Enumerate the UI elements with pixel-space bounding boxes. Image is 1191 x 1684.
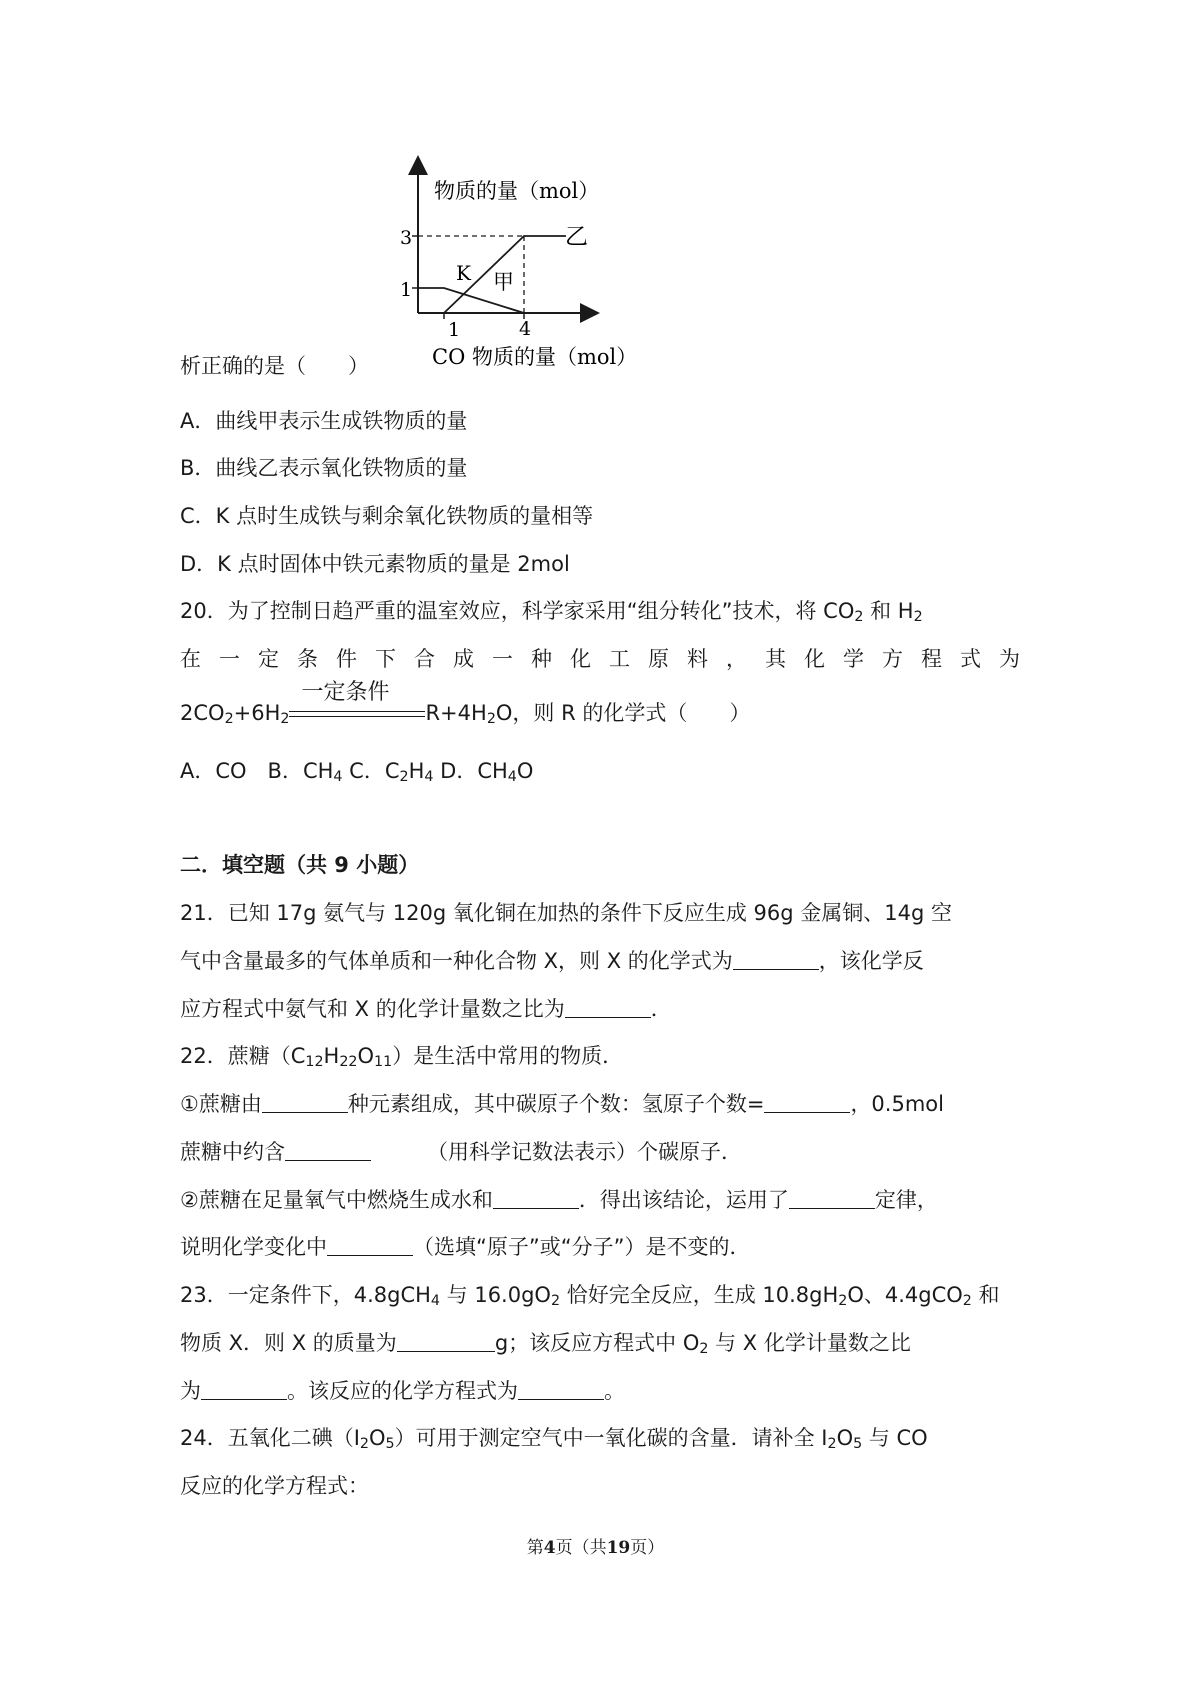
q22-line-3: 蔗糖中约含 （用科学记数法表示）个碳原子．: [180, 1140, 742, 1164]
q20-line-2-char: 一: [219, 647, 240, 671]
q20-line-2-char: 在: [180, 647, 201, 671]
q20-line-2-char: 种: [531, 647, 552, 671]
reaction-condition-sign: 一定条件: [289, 698, 425, 728]
q22-line-1: 22．蔗糖$(C_{12}H_{22}O_{11})$是生活中常用的物质．: [180, 1044, 624, 1071]
q24-line-2: 反应的化学方程式：: [180, 1474, 369, 1498]
q20-line-2-char: 件: [336, 647, 357, 671]
amount-vs-co-graph: [0, 0, 1191, 380]
q22-line-4: ②蔗糖在足量氧气中燃烧生成水和 ．得出该结论，运用了 定律，: [180, 1188, 938, 1212]
q20-line-2-char: 工: [609, 647, 630, 671]
section-heading: 二．填空题（共 9 小题）: [180, 853, 420, 877]
q20-line-2-char: 学: [843, 647, 864, 671]
point-k-label: K: [456, 261, 471, 285]
q20-equation: $2CO_2+6H_2$ 一定条件 $R+4H_2O$，则 R 的化学式（ ）: [180, 680, 751, 728]
q22-line-5: 说明化学变化中 （选填“原子”或“分子”）是不变的．: [180, 1235, 751, 1259]
q20-line-2-char: 一: [492, 647, 513, 671]
q20-line-2-char: 程: [921, 647, 942, 671]
q23-line-1: 23．一定条件下，4.8gCH$_4$ 与 $16.0gO_2$ 恰好完全反应，生成 $10.8gH_2O$、4.4gCO$_2$ 和: [180, 1283, 1000, 1310]
answer-blank[interactable]: [733, 947, 819, 970]
x-tick-label-1: 1: [448, 319, 461, 341]
curve-yi-label: 乙: [565, 224, 588, 250]
x-axis-label: CO 物质的量（mol）: [432, 345, 638, 369]
q20-line-2-char: 料: [687, 647, 708, 671]
q20-line-2-char: 成: [453, 647, 474, 671]
q20-line-2-char: 原: [648, 647, 669, 671]
q24-line-1: 24．五氧化二碘$(I_2O_5)$可用于测定空气中一氧化碳的含量．请补全 $I_2O_5$ 与 CO: [180, 1426, 928, 1453]
q20-line-2-char: 化: [570, 647, 591, 671]
q20-options: A．CO B．$CH_4$ C．$C_2H_4$ D．$CH_4O$: [180, 759, 534, 786]
q19-option-b: B．曲线乙表示氧化铁物质的量: [180, 456, 468, 480]
q20-line-2-char: 条: [297, 647, 318, 671]
y-tick-label-1: 1: [400, 279, 413, 301]
answer-blank[interactable]: [285, 1138, 371, 1161]
answer-blank[interactable]: [565, 995, 651, 1018]
y-axis-label: 物质的量（mol）: [434, 179, 600, 203]
x-tick-label-4: 4: [519, 318, 532, 340]
q23-line-3: 为 。该反应的化学方程式为 。: [180, 1379, 625, 1403]
q19-option-c: C．K 点时生成铁与剩余氧化铁物质的量相等: [180, 504, 594, 528]
answer-blank[interactable]: [327, 1233, 413, 1256]
q20-line-2-char: 定: [258, 647, 279, 671]
q20-line-2-char: 其: [765, 647, 786, 671]
q21-line-3: 应方程式中氨气和 X 的化学计量数之比为 ．: [180, 997, 672, 1021]
answer-blank[interactable]: [493, 1186, 579, 1209]
answer-blank[interactable]: [262, 1090, 348, 1113]
answer-blank[interactable]: [397, 1329, 495, 1352]
q19-option-d: D．K 点时固体中铁元素物质的量是 2mol: [180, 552, 570, 576]
q20-line-2-char: 方: [882, 647, 903, 671]
q23-line-2: 物质 X．则 X 的质量为 g；该反应方程式中 $O_2$ 与 X 化学计量数之比: [180, 1331, 911, 1358]
q20-line-2-char: 为: [999, 647, 1020, 671]
answer-blank[interactable]: [789, 1186, 875, 1209]
q20-line-2-char: 合: [414, 647, 435, 671]
q19-option-a: A．曲线甲表示生成铁物质的量: [180, 409, 468, 433]
total-page-count: 19: [606, 1538, 631, 1558]
current-page-number: 4: [543, 1538, 556, 1558]
y-tick-label-3: 3: [400, 227, 413, 249]
q20-line-1: 20．为了控制日趋严重的温室效应，科学家采用“组分转化”技术，将 $CO_2$ 和 $H_2$: [180, 599, 923, 626]
q19-stem-tail: 析正确的是（ ）: [180, 354, 369, 378]
q20-line-2: [180, 644, 1020, 674]
answer-blank[interactable]: [518, 1377, 604, 1400]
q20-line-2-char: 化: [804, 647, 825, 671]
q21-line-1: 21．已知 17g 氨气与 120g 氧化铜在加热的条件下反应生成 96g 金属铜、14g 空: [180, 901, 953, 925]
curve-jia-label: 甲: [493, 270, 514, 294]
q21-line-2: 气中含量最多的气体单质和一种化合物 X，则 X 的化学式为 ，该化学反: [180, 949, 924, 973]
q22-line-2: ①蔗糖由 种元素组成，其中碳原子个数：氢原子个数= ，0.5mol: [180, 1092, 944, 1116]
answer-blank[interactable]: [764, 1090, 850, 1113]
answer-blank[interactable]: [201, 1377, 287, 1400]
q20-line-2-char: ，: [726, 647, 747, 671]
q20-line-2-char: 下: [375, 647, 396, 671]
page-footer: 第4页（共19页）: [526, 1538, 665, 1558]
q20-line-2-char: 式: [960, 647, 981, 671]
